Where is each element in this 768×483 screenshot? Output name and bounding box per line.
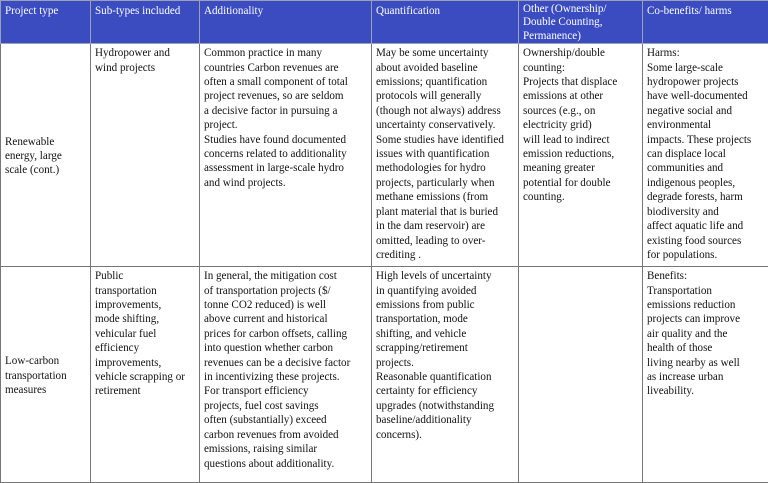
text-line: protocols will generally: [376, 89, 514, 103]
text-line: environmental: [647, 118, 764, 132]
text-line: projects, particularly when: [376, 176, 514, 190]
text-line: countries Carbon revenues are: [204, 61, 367, 75]
text-line: concerns).: [376, 428, 514, 442]
text-line: counting:: [523, 61, 638, 75]
text-line: Hydropower and: [95, 46, 195, 60]
text-line: and wind projects.: [204, 176, 367, 190]
text-line: Renewable: [5, 135, 86, 149]
text-line: counting.: [523, 190, 638, 204]
header-project-type: [1, 1, 91, 44]
text-line: measures: [5, 383, 86, 397]
text-line: certainty for efficiency: [376, 384, 514, 398]
text-line: Common practice in many: [204, 46, 367, 60]
text-line: Public: [95, 269, 195, 283]
text-line: revenues can be a decisive factor: [204, 356, 367, 370]
text-line: projects.: [376, 356, 514, 370]
text-line: plant material that is buried: [376, 205, 514, 219]
text-line: project.: [204, 118, 367, 132]
text-line: carbon revenues from avoided: [204, 428, 367, 442]
text-line: omitted, leading to over-: [376, 234, 514, 248]
cell-other: [519, 44, 643, 267]
cell-additionality: [200, 44, 372, 267]
text-line: prices for carbon offsets, calling: [204, 327, 367, 341]
text-line: scrapping/retirement: [376, 341, 514, 355]
text-line: crediting .: [376, 248, 514, 262]
text-line: Additionality: [204, 4, 367, 18]
header-cobenefits: [643, 1, 768, 44]
text-line: mode shifting,: [95, 312, 195, 326]
header-sub-types: [91, 1, 200, 44]
text-line: indigenous peoples,: [647, 176, 764, 190]
text-line: will lead to indirect: [523, 133, 638, 147]
header-quantification: [372, 1, 519, 44]
text-line: Projects that displace: [523, 75, 638, 89]
cell-quantification: [372, 267, 519, 483]
text-line: impacts. These projects: [647, 133, 764, 147]
text-line: improvements,: [95, 356, 195, 370]
text-line: Harms:: [647, 46, 764, 60]
cell-other: [519, 267, 643, 483]
text-line: Sub-types included: [95, 4, 195, 18]
text-line: often a small component of total: [204, 75, 367, 89]
text-line: emissions at other: [523, 89, 638, 103]
text-line: emissions; quantification: [376, 75, 514, 89]
text-line: Studies have found documented: [204, 133, 367, 147]
text-line: in quantifying avoided: [376, 284, 514, 298]
text-line: a decisive factor in pursuing a: [204, 104, 367, 118]
header-other: [519, 1, 643, 44]
text-line: Quantification: [376, 4, 514, 18]
cell-quantification: [372, 44, 519, 267]
text-line: May be some uncertainty: [376, 46, 514, 60]
text-line: transportation: [95, 284, 195, 298]
header-row: [1, 1, 768, 44]
text-line: electricity grid): [523, 118, 638, 132]
header-additionality: [200, 1, 372, 44]
text-line: biodiversity and: [647, 205, 764, 219]
text-line: degrade forests, harm: [647, 190, 764, 204]
text-line: hydropower projects: [647, 75, 764, 89]
text-line: vehicular fuel: [95, 327, 195, 341]
text-line: scale (cont.): [5, 163, 86, 177]
text-line: For transport efficiency: [204, 384, 367, 398]
text-line: vehicle scrapping or: [95, 370, 195, 384]
table-row: [1, 267, 768, 483]
text-line: above current and historical: [204, 312, 367, 326]
text-line: into question whether carbon: [204, 341, 367, 355]
text-line: (though not always) address: [376, 104, 514, 118]
text-line: sources (e.g., on: [523, 104, 638, 118]
text-line: wind projects: [95, 61, 195, 75]
text-line: in the dam reservoir) are: [376, 219, 514, 233]
text-line: Low-carbon: [5, 354, 86, 368]
text-line: potential for double: [523, 176, 638, 190]
text-line: tonne CO2 reduced) is well: [204, 298, 367, 312]
text-line: Reasonable quantification: [376, 370, 514, 384]
text-line: Transportation: [647, 284, 764, 298]
text-line: project revenues, so are seldom: [204, 89, 367, 103]
cell-project-type: [1, 267, 91, 483]
text-line: methodologies for hydro: [376, 161, 514, 175]
text-line: questions about additionality.: [204, 457, 367, 471]
text-line: Some studies have identified: [376, 133, 514, 147]
text-line: improvements,: [95, 298, 195, 312]
text-line: efficiency: [95, 341, 195, 355]
text-line: air quality and the: [647, 327, 764, 341]
text-line: as increase urban: [647, 370, 764, 384]
cell-project-type: [1, 44, 91, 267]
text-line: In general, the mitigation cost: [204, 269, 367, 283]
text-line: Co-benefits/ harms: [647, 4, 764, 18]
text-line: of transportation projects ($/: [204, 284, 367, 298]
text-line: for populations.: [647, 248, 764, 262]
text-line: often (substantially) exceed: [204, 413, 367, 427]
text-line: projects can improve: [647, 312, 764, 326]
text-line: can displace local: [647, 147, 764, 161]
cell-subtypes: [91, 267, 200, 483]
table-row: [1, 44, 768, 267]
text-line: projects, fuel cost savings: [204, 399, 367, 413]
text-line: existing food sources: [647, 234, 764, 248]
text-line: emission reductions,: [523, 147, 638, 161]
text-line: upgrades (notwithstanding: [376, 399, 514, 413]
text-line: methane emissions (from: [376, 190, 514, 204]
text-line: assessment in large-scale hydro: [204, 161, 367, 175]
text-line: Ownership/double: [523, 46, 638, 60]
text-line: emissions from public: [376, 298, 514, 312]
text-line: High levels of uncertainty: [376, 269, 514, 283]
text-line: affect aquatic life and: [647, 219, 764, 233]
cell-cobenefits: [643, 267, 768, 483]
text-line: shifting, and vehicle: [376, 327, 514, 341]
text-line: issues with quantification: [376, 147, 514, 161]
text-line: energy, large: [5, 149, 86, 163]
cell-subtypes: [91, 44, 200, 267]
text-line: emissions reduction: [647, 298, 764, 312]
text-line: transportation: [5, 369, 86, 383]
text-line: transportation, mode: [376, 312, 514, 326]
text-line: liveability.: [647, 384, 764, 398]
text-line: uncertainty conservatively.: [376, 118, 514, 132]
text-line: Double Counting,: [523, 16, 638, 29]
text-line: negative social and: [647, 104, 764, 118]
text-line: Some large-scale: [647, 61, 764, 75]
text-line: Other (Ownership/: [523, 3, 638, 16]
text-line: communities and: [647, 161, 764, 175]
text-line: concerns related to additionality: [204, 147, 367, 161]
text-line: retirement: [95, 384, 195, 398]
text-line: emissions, raising similar: [204, 442, 367, 456]
text-line: Permanence): [523, 30, 638, 43]
cell-cobenefits: [643, 44, 768, 267]
text-line: Project type: [5, 4, 86, 18]
text-line: about avoided baseline: [376, 61, 514, 75]
text-line: have well-documented: [647, 89, 764, 103]
text-line: baseline/additionality: [376, 413, 514, 427]
text-line: Benefits:: [647, 269, 764, 283]
text-line: living nearby as well: [647, 356, 764, 370]
text-line: in incentivizing these projects.: [204, 370, 367, 384]
text-line: meaning greater: [523, 161, 638, 175]
cell-additionality: [200, 267, 372, 483]
text-line: health of those: [647, 341, 764, 355]
